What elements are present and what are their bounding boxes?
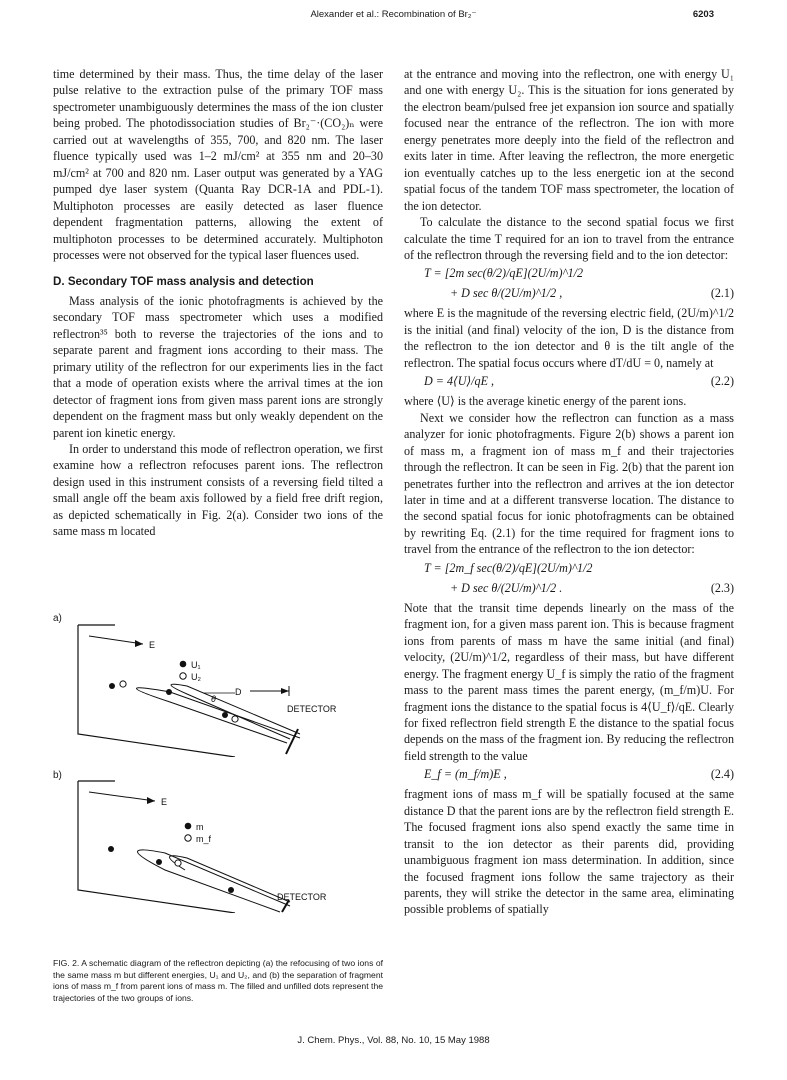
equation-line: T = [2m_f sec(θ/2)/qE](2U/m)^1/2 — [424, 560, 593, 575]
field-arrow — [89, 792, 155, 801]
equation-line: + D sec θ/(2U/m)^1/2 , — [450, 286, 563, 301]
paragraph: fragment ions of mass m_f will be spatially focused at the same distance D that the parent ions are by the reflectron field strength E. The focused fragment ions also spend exactly the same time in transit to the ion detector as their parents did, providing unambiguous fragment ion mass determination. In addition, since the focused fragment ions follow the same trajectory as their parents, they will strike the detector in the same area, eliminating possible problems of spatially — [404, 787, 734, 917]
paragraph: To calculate the distance to the second spatial focus we first calculate the time T required for an ion to travel from the entrance of the reflectron through the reversing field and to the ion detector: — [404, 215, 734, 262]
angle-label: θ — [211, 694, 216, 704]
equation-number: (2.3) — [710, 580, 734, 595]
legend-label-2: U₂ — [191, 672, 201, 682]
equation-line: + D sec θ/(2U/m)^1/2 . — [450, 580, 563, 595]
legend-label-1: U₁ — [191, 660, 201, 670]
reflectron-housing — [78, 625, 235, 757]
trajectory-parent — [138, 850, 291, 912]
equation-line: E_f = (m_f/m)E , — [424, 767, 507, 782]
figure-panel-label-a: a) — [53, 613, 62, 624]
detector-plate — [286, 729, 298, 754]
legend-filled-dot — [185, 823, 192, 830]
equation-line: T = [2m sec(θ/2)/qE](2U/m)^1/2 — [424, 266, 584, 281]
detector-label: DETECTOR — [287, 704, 337, 714]
distance-label: D — [235, 687, 242, 697]
equation-2-3 — [404, 560, 734, 578]
reflectron-diagram-a — [75, 622, 355, 757]
paragraph: at the entrance and moving into the reflectron, one with energy U₁ and one with energy U₂. This is the situation for ions generated by the electron beam/pulsed free jet expansion ion source and spatially focused near the entrance of the reflectron. The ion with more energy penetrates more deeply into the field of the reflectron and exits later in time. After leaving the reflectron, the more energetic ion eventually catches up to the less energetic ion at the second spatial focus of the tandem TOF mass spectrometer, the location of the ion detector. — [404, 67, 734, 213]
equation-2-1-cont — [404, 285, 734, 303]
paragraph: time determined by their mass. Thus, the time delay of the laser pulse relative to the extraction pulse of the primary TOF mass spectrometer unambiguously determines the mass of the ion cluster being probed. The photodissociation studies of Br₂⁻·(CO₂)ₙ were carried out at wavelengths of 355, 700, and 820 nm. The laser fluence typically used was 1–2 mJ/cm² at 355 nm and 20–30 mJ/cm² at 700 and 820 nm. Laser output was generated by a YAG pumped dye laser system (Quanta Ray DCR-1A and PDL-1). Multiphoton processes are easily detected as laser fluence dependent fragmentation patterns, allowing the extent of multiphoton processes to be determined accurately. Multiphoton processes were not observed for the typical laser fluences used. — [53, 67, 383, 262]
equation-2-4 — [404, 766, 734, 784]
left-column — [53, 66, 383, 540]
legend-filled-dot — [180, 661, 187, 668]
right-column — [404, 66, 734, 918]
detector-label: DETECTOR — [277, 892, 327, 902]
legend-open-dot — [180, 673, 186, 679]
equation-number: (2.2) — [710, 374, 734, 389]
equation-number: (2.1) — [710, 286, 734, 301]
figure-panel-label-b: b) — [53, 770, 62, 781]
field-label: E — [161, 797, 168, 807]
equation-2-2 — [404, 373, 734, 391]
paragraph: where ⟨U⟩ is the average kinetic energy of the parent ions. — [404, 394, 687, 409]
paragraph: where E is the magnitude of the reversing electric field, (2U/m)^1/2 is the initial (and final) velocity of the ion, D is the distance from the reflectron to the ion detector and θ is the tilt angle of the reflectron. The spatial focus occurs where dT/dU = 0, namely at — [404, 306, 734, 370]
equation-line: D = 4⟨U⟩/qE , — [424, 374, 494, 389]
trajectory-open — [137, 688, 301, 743]
field-arrow — [89, 636, 143, 644]
reflectron-diagram-b — [75, 778, 355, 913]
figure-caption: FIG. 2. A schematic diagram of the reflectron depicting (a) the refocusing of two ions of the same mass m but different energies, U₁ and U₂, and (b) the separation of fragment ions of mass m_f from parent ions of mass m. The filled and unfilled dots represent the trajectories of the two groups of ions. — [53, 958, 383, 1003]
equation-number: (2.4) — [710, 767, 734, 782]
paragraph: In order to understand this mode of reflectron operation, we first examine how a reflectron refocuses parent ions. The reflectron design used in this instrument consists of a reversing field tilted a small angle off the beam axis followed by a field free drift region, as depicted schematically in Fig. 2(a). Consider two ions of the same mass m located — [53, 441, 383, 539]
equation-2-3-cont — [404, 580, 734, 598]
section-heading: D. Secondary TOF mass analysis and detection — [53, 275, 314, 289]
paragraph: Next we consider how the reflectron can function as a mass analyzer for ionic photofragments. Figure 2(b) shows a parent ion of mass m, a fragment ion of mass m_f and their trajectories through the reflectron. It can be seen in Fig. 2(b) that the parent ion penetrates further into the reflectron and arrives at the ion detector later in time and at a different transverse location. The distance to the second spatial focus for ionic photofragments can be obtained by rewriting Eq. (2.1) for the time required for fragment ions to travel from the entrance of the reflectron to the ion detector: — [404, 410, 734, 557]
paragraph: Note that the transit time depends linearly on the mass of the fragment ion, for a given mass parent ion. This is because fragment ions from parents of mass m have the same initial (and final) velocity, (2U/m)^1/2, regardless of their mass, but have different energy. The fragment energy U_f is simply the ratio of the fragment mass to the parent mass times the parent energy, (m_f/m)U. For fragment ions the distance to the spatial focus is 4⟨U_f⟩/qE. Clearly for fixed reflectron field strength E the distance to the spatial focus depends on the mass of the fragment ion. By reducing the reflectron field strength to the value — [404, 600, 734, 763]
paragraph: Mass analysis of the ionic photofragments is achieved by the secondary TOF mass spectrometer which uses a modified reflectron³⁵ both to reverse the trajectories of the ions and to separate parent and fragment ions according to their mass. The primary utility of the reflectron for our experiments lies in the fact that a mode of operation exists where the arrival times at the ion detector of fragment ions from given mass parent ions are strongly dependent on the fragment mass but only weakly dependent on the parent ion kinetic energy. — [53, 293, 383, 440]
page-footer: J. Chem. Phys., Vol. 88, No. 10, 15 May 1988 — [297, 1035, 490, 1046]
reflectron-housing — [78, 781, 235, 913]
page-number: 6203 — [692, 9, 714, 20]
legend-label-1: m — [196, 822, 204, 832]
legend-label-2: m_f — [196, 834, 212, 844]
running-header: Alexander et al.: Recombination of Br₂⁻ — [310, 9, 477, 20]
legend-open-dot — [185, 835, 191, 841]
equation-2-1 — [404, 265, 734, 283]
field-label: E — [149, 640, 156, 650]
